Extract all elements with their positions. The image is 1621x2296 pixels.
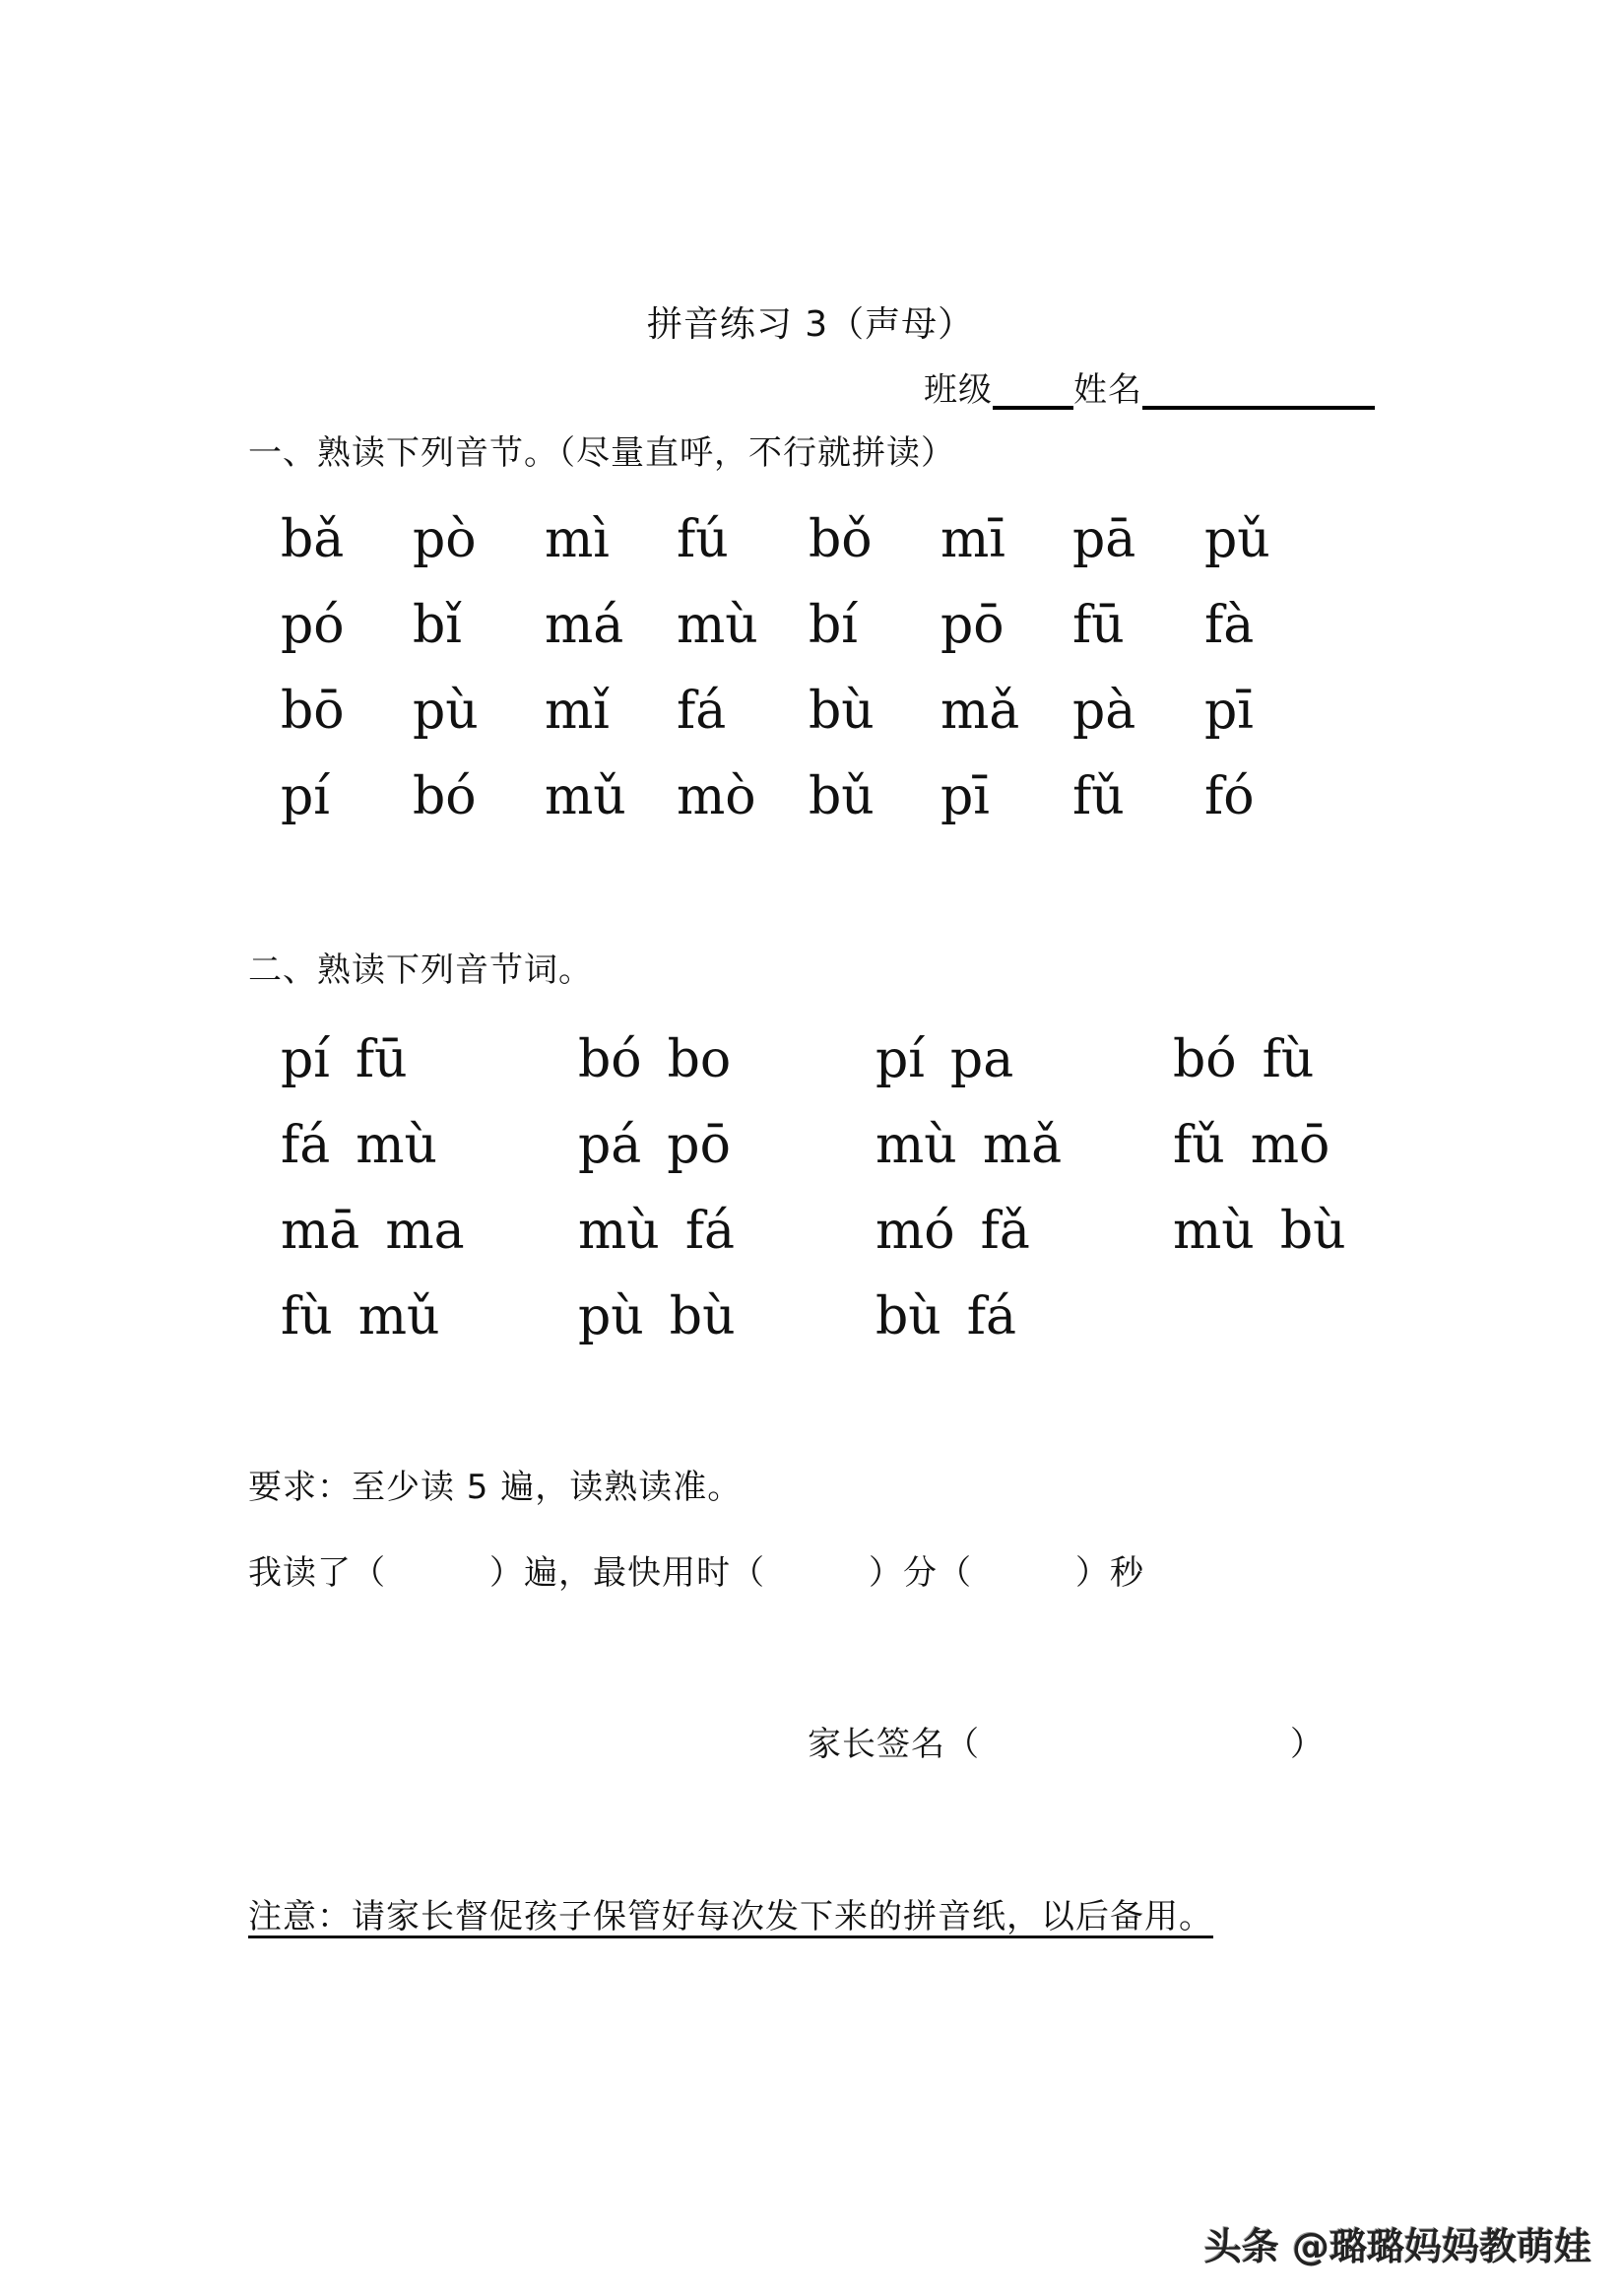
syllable: bó [1173,1030,1237,1089]
syllable: bù [669,1287,736,1346]
word-row [281,1030,1470,1089]
syllable: mǎ [940,682,1020,741]
word [1173,1030,1470,1089]
word [875,1202,1173,1261]
parent-note: 注意：请家长督促孩子保管好每次发下来的拼音纸，以后备用。 [248,1897,1213,1936]
syllable: mǔ [545,767,626,826]
syllable: pí [281,1030,330,1089]
word [578,1030,875,1089]
syllable: fó [1204,767,1255,826]
syllable-row [281,767,1336,826]
syllable: bǎ [281,510,345,569]
requirement-text: 要求：至少读 5 遍，读熟读准。 [248,1468,743,1507]
syllable: bó [578,1030,642,1089]
syllable: fǎ [980,1202,1030,1261]
syllable: mù [578,1202,660,1261]
syllable: fù [1262,1030,1315,1089]
section2-heading: 二、熟读下列音节词。 [248,951,593,990]
syllable: fù [281,1287,333,1346]
syllable: mō [1250,1116,1330,1175]
syllable: bo [667,1030,732,1089]
syllable: ma [385,1202,465,1261]
syllable: fá [966,1287,1017,1346]
word [1173,1202,1470,1261]
parent-signature[interactable]: 家长签名（ ） [808,1725,1325,1764]
word [578,1202,875,1261]
syllable: fá [281,1116,331,1175]
syllable: mù [1173,1202,1255,1261]
syllable: pī [940,767,990,826]
syllable: mǎ [982,1116,1063,1175]
syllable: fǔ [1072,767,1125,826]
syllable-row [281,596,1336,655]
syllable-row [281,682,1336,741]
name-blank[interactable] [1142,372,1375,410]
syllable: mù [875,1116,957,1175]
syllable: pù [413,682,479,741]
reading-record-line[interactable]: 我读了（ ）遍，最快用时（ ）分（ ）秒 [248,1553,1144,1593]
syllable: pí [875,1030,925,1089]
syllable: pǔ [1204,510,1270,569]
syllable: pa [949,1030,1014,1089]
syllable: fū [355,1030,408,1089]
syllable: mā [281,1202,360,1261]
syllable: bǔ [809,767,875,826]
word [281,1202,578,1261]
word [875,1030,1173,1089]
syllable: bǒ [809,510,873,569]
syllable: fū [1072,596,1125,655]
syllable: pō [667,1116,731,1175]
syllable: bō [281,682,345,741]
syllable-row [281,510,1336,569]
syllable: mī [940,510,1005,569]
syllable: pá [578,1116,642,1175]
word [281,1116,578,1175]
watermark: 头条 @璐璐妈妈教萌娃 [1203,2225,1591,2268]
syllable: bí [809,596,858,655]
page-title: 拼音练习 3（声母） [646,304,975,345]
syllable: mì [545,510,610,569]
syllable: bù [875,1287,941,1346]
syllable: mò [677,767,756,826]
syllable: pà [1072,682,1136,741]
syllable: pò [413,510,477,569]
word [578,1116,875,1175]
syllable: pō [940,596,1005,655]
class-blank[interactable] [993,372,1073,410]
name-label: 姓名 [1073,370,1142,410]
word [1173,1116,1470,1175]
syllable: pù [578,1287,644,1346]
word [875,1287,1173,1346]
syllable: mù [356,1116,438,1175]
word-row [281,1287,1173,1346]
syllable: fú [677,510,729,569]
syllable: mó [875,1202,955,1261]
syllable: fá [677,682,727,741]
section1-heading: 一、熟读下列音节。（尽量直呼，不行就拼读） [248,433,955,473]
syllable: mǔ [357,1287,440,1346]
syllable: mù [677,596,758,655]
syllable: bù [1279,1202,1346,1261]
syllable: pā [1072,510,1136,569]
word-row [281,1202,1470,1261]
word-row [281,1116,1470,1175]
word [578,1287,875,1346]
syllable: fǔ [1173,1116,1225,1175]
word [281,1030,578,1089]
class-label: 班级 [924,370,993,410]
syllable: pī [1204,682,1254,741]
word [875,1116,1173,1175]
syllable: bù [809,682,875,741]
word [281,1287,578,1346]
syllable: fà [1204,596,1255,655]
syllable: má [545,596,624,655]
syllable: fá [684,1202,736,1261]
class-name-line [924,370,1375,410]
syllable: pí [281,767,330,826]
syllable: mǐ [545,682,610,741]
syllable: bó [413,767,477,826]
syllable: pó [281,596,345,655]
syllable: bǐ [413,596,462,655]
